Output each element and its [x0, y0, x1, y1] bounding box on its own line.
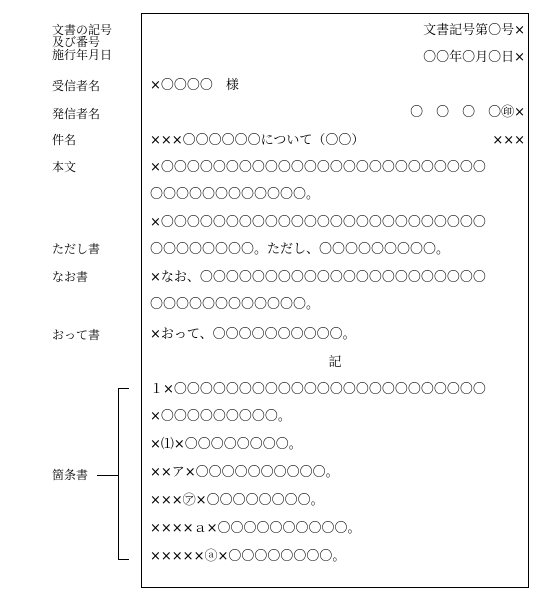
label-recipient: 受信者名 — [52, 79, 101, 93]
otte-line: ×おって、〇〇〇〇〇〇〇〇〇〇。 — [150, 327, 356, 342]
sender-value: 〇 〇 〇 〇㊞× — [410, 105, 525, 120]
doc-number: 文書記号第〇号× — [423, 23, 525, 38]
label-kajo: 箇条書 — [52, 468, 89, 482]
body-line-1: ×〇〇〇〇〇〇〇〇〇〇〇〇〇〇〇〇〇〇〇〇〇〇〇〇〇 — [150, 160, 486, 175]
item-3: ××ア×〇〇〇〇〇〇〇〇〇〇。 — [150, 465, 339, 480]
item-1b: ×〇〇〇〇〇〇〇〇〇。 — [150, 409, 291, 424]
label-body: 本文 — [52, 160, 77, 174]
item-6: ×××××ⓐ×〇〇〇〇〇〇〇〇。 — [150, 549, 346, 564]
label-doc-symbol-1: 文書の記号 — [52, 23, 113, 37]
ki-heading: 記 — [328, 355, 342, 370]
body-line-3: ×〇〇〇〇〇〇〇〇〇〇〇〇〇〇〇〇〇〇〇〇〇〇〇〇〇 — [150, 215, 486, 230]
item-1a: １×〇〇〇〇〇〇〇〇〇〇〇〇〇〇〇〇〇〇〇〇〇〇〇〇 — [150, 382, 486, 397]
label-date: 施行年月日 — [52, 48, 113, 62]
nao-line-1: ×なお、〇〇〇〇〇〇〇〇〇〇〇〇〇〇〇〇〇〇〇〇〇〇 — [150, 270, 486, 285]
subject-value: ×××〇〇〇〇〇〇について（〇〇） — [150, 133, 365, 148]
body-line-2: 〇〇〇〇〇〇〇〇〇〇〇〇。 — [150, 187, 320, 202]
item-5: ××××ａ×〇〇〇〇〇〇〇〇〇〇。 — [150, 521, 361, 536]
label-subject: 件名 — [52, 133, 77, 147]
item-2: ×⑴×〇〇〇〇〇〇〇〇。 — [150, 437, 302, 452]
item-4: ×××㋐×〇〇〇〇〇〇〇〇。 — [150, 493, 324, 508]
nao-line-2: 〇〇〇〇〇〇〇〇〇〇〇〇。 — [150, 297, 320, 312]
label-sender: 発信者名 — [52, 107, 101, 121]
subject-right: ××× — [492, 133, 525, 148]
label-otte: おって書 — [52, 328, 101, 342]
itemization-bracket — [118, 388, 129, 560]
recipient-value: ×〇〇〇〇 様 — [150, 78, 239, 93]
tadashi-line: 〇〇〇〇〇〇〇〇。ただし、〇〇〇〇〇〇〇〇〇。 — [150, 242, 450, 257]
label-doc-symbol-2: 及び番号 — [52, 35, 101, 49]
label-nao: なお書 — [52, 270, 89, 284]
itemization-tick — [97, 475, 118, 476]
label-tadashi: ただし書 — [52, 242, 101, 256]
date-value: 〇〇年〇月〇日× — [423, 50, 525, 65]
